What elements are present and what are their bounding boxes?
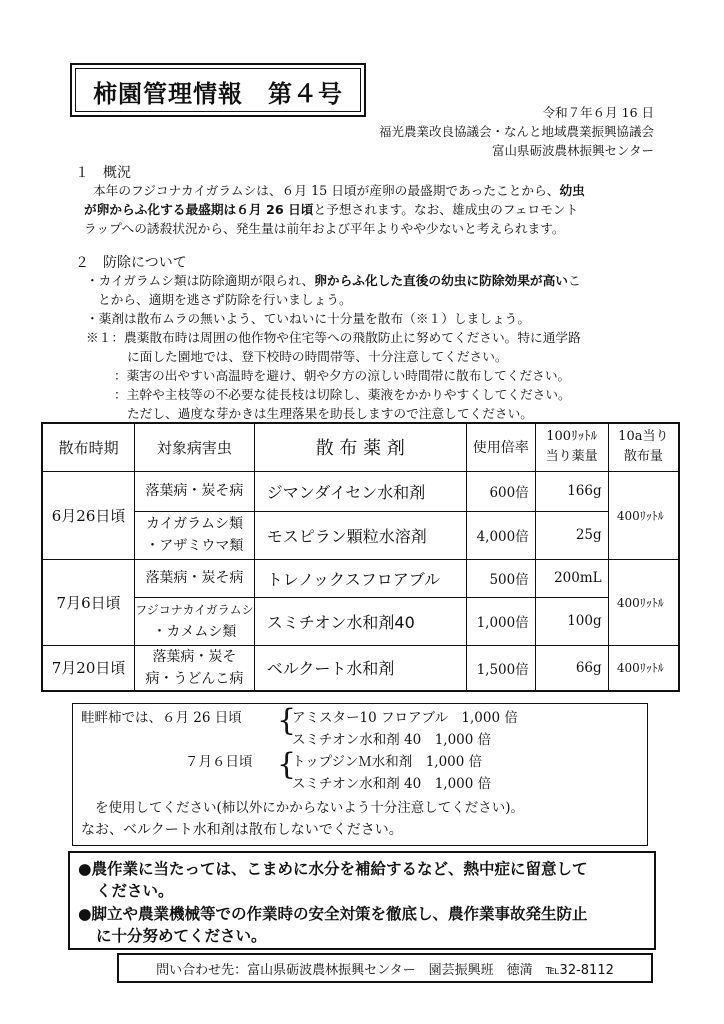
alert-2b: に十分努めてください。 [96, 927, 267, 945]
amount-cell: 166g [535, 471, 608, 511]
section-1-line-2: が卵からふ化する最盛期は６月 26 日頃と予想されます。なお、雄成虫のフェロモント [84, 202, 579, 217]
ratio-cell: 600倍 [466, 471, 535, 511]
note-b1: トップジンＭ水和剤 1,000 倍 [292, 754, 483, 770]
section-2-line-5: に面した園地では、登下校時の時間帯等、十分注意してください。 [127, 349, 508, 364]
section-1-line-3: ラップへの誘殺状況から、発生量は前年および平年よりやや少ないと考えられます。 [84, 221, 565, 236]
section-2-heading: ２ 防除について [75, 255, 187, 271]
safety-alert-box [68, 851, 656, 950]
contact-box [117, 953, 653, 983]
levee-persimmon-note [72, 703, 648, 846]
note-b2: スミチオン水和剤 40 1,000 倍 [292, 776, 492, 792]
ratio-cell: 1,000倍 [466, 597, 535, 645]
section-2-line-2: とから、適期を逃さず防除を行いましょう。 [98, 292, 352, 307]
header-ratio: 使用倍率 [466, 423, 535, 471]
brace-icon: { [277, 703, 297, 738]
note-intro: 畦畔柿では、６月 26 日頃 [81, 710, 242, 726]
section-2-line-3: ・薬剤は散布ムラの無いよう、ていねいに十分量を散布（※１）しましょう。 [86, 311, 531, 326]
section-2-line-8: ただし、過度な芽かきは生理落果を助長しますので注意してください。 [127, 406, 533, 421]
pest-cell: 落葉病・炭そ病 [135, 559, 255, 597]
note-l1: を使用してください(柿以外にかからないよう十分注意してください)。 [95, 800, 525, 816]
amount-cell: 100g [535, 597, 608, 645]
ratio-cell: 4,000倍 [466, 511, 535, 559]
brace-icon: { [277, 747, 297, 782]
amount-cell: 200mL [535, 559, 608, 597]
drug-cell: スミチオン水和剤40 [254, 597, 466, 645]
header-volume: 10a当り 散布量 [608, 423, 679, 471]
volume-cell: 400ﾘｯﾄﾙ [608, 471, 679, 559]
note-a1: アミスター10 フロアブル 1,000 倍 [292, 710, 518, 726]
alert-2: ●脚立や農業機械等での作業時の安全対策を徹底し、農作業事故発生防止 [78, 905, 588, 923]
pest-cell: 落葉病・炭そ病 [135, 471, 255, 511]
header-drug: 散 布 薬 剤 [254, 423, 466, 471]
section-2-line-1: ・カイガラムシ類は防除適期が限られ、卵からふ化した直後の幼虫に防除効果が高いこ [86, 273, 581, 288]
table-row [42, 471, 679, 511]
org-2: 富山県砺波農林振興センター [491, 143, 654, 158]
note-intro2: ７月６日頃 [185, 754, 253, 770]
drug-cell: ジマンダイセン水和剤 [254, 471, 466, 511]
title-box [70, 63, 366, 117]
page-title: 柿園管理情報 第４号 [93, 80, 343, 108]
drug-cell: モスピラン顆粒水溶剤 [254, 511, 466, 559]
org-1: 福光農業改良協議会・なんと地域農業振興協議会 [378, 124, 654, 139]
pest-cell: 落葉病・炭そ 病・うどんこ病 [135, 645, 255, 691]
spray-schedule-table [41, 422, 680, 692]
header-pest: 対象病害虫 [135, 423, 255, 471]
header-amount: 100ﾘｯﾄﾙ 当り薬量 [535, 423, 608, 471]
amount-cell: 25g [535, 511, 608, 559]
drug-cell: ベルクート水和剤 [254, 645, 466, 691]
section-2-line-6: ：薬害の出やすい高温時を避け、朝や夕方の涼しい時間帯に散布してください。 [114, 368, 571, 383]
drug-cell: トレノックスフロアブル [254, 559, 466, 597]
table-row [42, 597, 679, 645]
header-time: 散布時期 [42, 423, 135, 471]
issue-date: 令和７年６月 16 日 [542, 105, 654, 120]
ratio-cell: 500倍 [466, 559, 535, 597]
section-1-heading: １ 概況 [75, 165, 131, 181]
pest-cell: カイガラムシ類 ・アザミウマ類 [135, 511, 255, 559]
volume-cell: 400ﾘｯﾄﾙ [608, 559, 679, 645]
table-row [42, 559, 679, 597]
note-a2: スミチオン水和剤 40 1,000 倍 [292, 732, 492, 748]
section-2-line-7: ：主幹や主枝等の不必要な徒長枝は切除し、薬液をかかりやすくしてください。 [114, 387, 571, 402]
ratio-cell: 1,500倍 [466, 645, 535, 691]
contact-info: 問い合わせ先：富山県砺波農林振興センター 園芸振興班 徳満 ℡32-8112 [156, 963, 614, 978]
section-1-line-1: 本年のフジコナカイガラムシは、６月 15 日頃が産卵の最盛期であったことから、幼虫 [93, 183, 585, 198]
pest-cell: フジコナカイガラムシ ・カメムシ類 [135, 597, 255, 645]
volume-cell: 400ﾘｯﾄﾙ [608, 645, 679, 691]
section-2-line-4: ※１：農薬散布時は周囲の他作物や住宅等への飛散防止に努めてください。特に通学路 [86, 330, 581, 345]
table-row [42, 511, 679, 559]
amount-cell: 66g [535, 645, 608, 691]
table-row [42, 645, 679, 691]
note-l2: なお、ベルクート水和剤は散布しないでください。 [81, 822, 403, 838]
time-cell: 6月26日頃 [42, 471, 135, 559]
alert-1: ●農作業に当たっては、こまめに水分を補給するなど、熱中症に留意して [78, 860, 588, 878]
time-cell: 7月20日頃 [42, 645, 135, 691]
time-cell: 7月6日頃 [42, 559, 135, 645]
table-header-row [42, 423, 679, 471]
alert-1b: ください。 [96, 882, 174, 900]
